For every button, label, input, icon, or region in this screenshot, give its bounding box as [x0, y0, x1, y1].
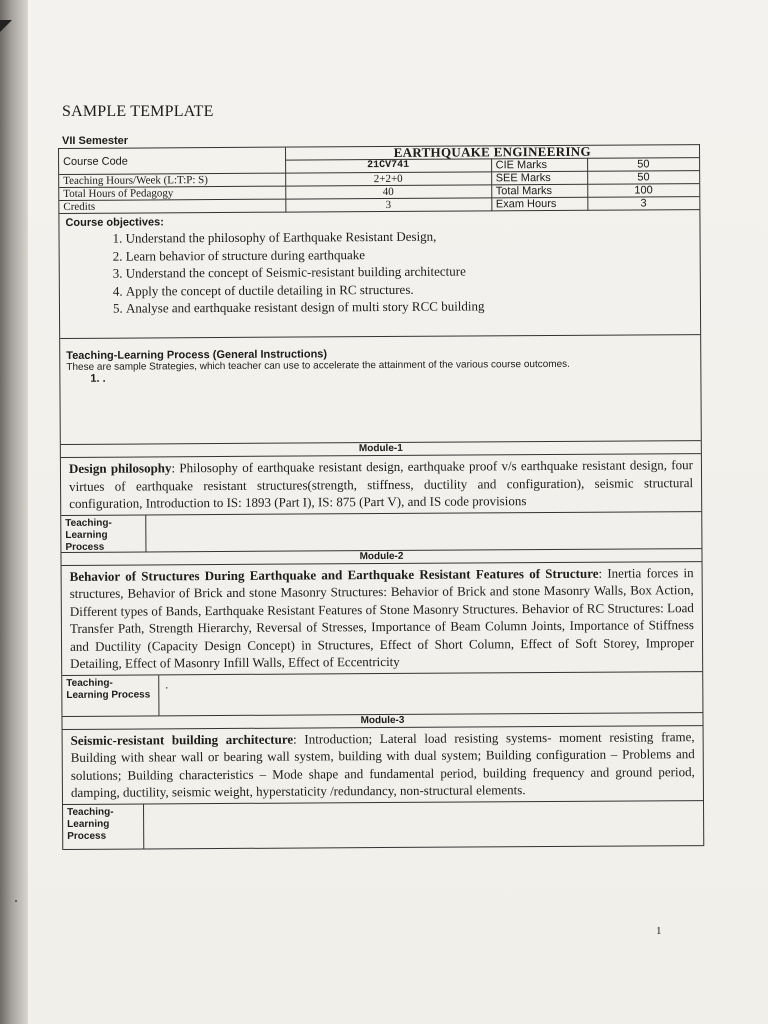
module-2-title: Behavior of Structures During Earthquake and Earthquake Resistant Features of Structure [69, 565, 599, 584]
teaching-hours-value: 2+2+0 [285, 172, 491, 186]
module-3-tl-label: Teaching-Learning Process [63, 804, 144, 848]
teaching-hours-label: Teaching Hours/Week (L:T:P: S) [59, 173, 285, 187]
module-2-tl-content: . [165, 676, 169, 691]
module-1-tl-content [146, 512, 701, 551]
document-page [28, 0, 768, 1024]
total-marks-label: Total Marks [491, 184, 587, 198]
course-code-value: 21CV741 [285, 159, 491, 173]
course-code-label: Course Code [59, 148, 285, 175]
module-3-content [63, 726, 703, 805]
module-2-text: : Inertia forces in structures, Behavior of Brick and stone Masonry Structures: Behavior of Brick and stone Masonry Walls, Box Action, Different types of Bands, Earthquake Resistant Features of Stone Masonry Structures. Behavior of RC Structures: Load Transfer Path, Strength Hierarchy, Reversal of Stresses, Importance of Beam Column Joints, Importance of Stiffness and Ductility (Capacity Design Concept) in Structures, Effect of Short Column, Effect of Soft Storey, Improper Detailing, Effect of Masonry Infill Walls, Effect of Eccentricity [69, 564, 695, 671]
module-1-tl-label: Teaching-Learning Process [61, 515, 146, 552]
objective-item: 5. Analyse and earthquake resistant design of multi story RCC building [126, 296, 694, 317]
module-2-teaching-learning [62, 672, 702, 717]
module-1-heading: Module-1 [61, 441, 701, 458]
page-speck [15, 900, 17, 902]
objective-item: 2. Learn behavior of structure during earthquake [126, 244, 694, 265]
objective-item: 1. Understand the philosophy of Earthquake Resistant Design, [125, 226, 693, 247]
exam-hours-label: Exam Hours [491, 197, 587, 211]
book-binding-shadow [0, 0, 28, 1024]
module-1-title: Design philosophy [68, 460, 172, 476]
cie-marks-value: 50 [587, 158, 699, 172]
cie-marks-label: CIE Marks [491, 158, 587, 172]
teaching-learning-section [60, 335, 701, 445]
credits-label: Credits [59, 199, 285, 213]
module-1-content [61, 454, 701, 515]
module-2-heading: Module-2 [61, 549, 701, 566]
tlp-note: These are sample Strategies, which teacher can use to accelerate the attainment of the various course outcomes. [66, 358, 570, 373]
tlp-heading: Teaching-Learning Process (General Instructions) [66, 348, 328, 362]
module-3-teaching-learning [63, 801, 703, 850]
credits-value: 3 [285, 198, 491, 212]
module-3-tl-content [144, 801, 703, 848]
document-title: SAMPLE TEMPLATE [62, 103, 214, 120]
module-2-content [62, 562, 703, 676]
objectives-list [66, 226, 695, 317]
semester-label: VII Semester [62, 135, 129, 147]
pedagogy-hours-label: Total Hours of Pedagogy [59, 186, 285, 200]
course-name: EARTHQUAKE ENGINEERING [285, 145, 699, 160]
course-info-table [59, 145, 699, 214]
page-corner-mark [0, 20, 12, 32]
see-marks-label: SEE Marks [491, 171, 587, 185]
module-2-tl-label: Teaching-Learning Process [62, 675, 159, 716]
course-objectives-section [59, 210, 700, 339]
objective-item: 4. Apply the concept of ductile detailing in RC structures. [126, 279, 694, 300]
tlp-item: 1. . [90, 372, 106, 385]
syllabus-frame [58, 144, 704, 849]
objective-item: 3. Understand the concept of Seismic-resistant building architecture [126, 261, 694, 282]
module-3-heading: Module-3 [62, 713, 702, 730]
page-number: 1 [656, 925, 662, 937]
see-marks-value: 50 [587, 171, 699, 185]
pedagogy-hours-value: 40 [285, 185, 491, 199]
module-1-teaching-learning [61, 512, 701, 553]
objectives-heading: Course objectives: [65, 216, 164, 229]
module-1-text: : Philosophy of earthquake resistant design, earthquake proof v/s earthquake resistant design, four virtues of earthquake resistant structures(strength, stiffness, ductility and configuration), seismic structural configuration, Introduction to IS: 1893 (Part I), IS: 875 (Part V), and IS code provisions [69, 457, 694, 511]
module-3-text: : Introduction; Lateral load resisting systems- moment resisting frame, Building with shear wall or bearing wall system, building with dual system; Building configuration – Problems and solutions; Building characteristics – Mode shape and fundamental period, building frequency and ground period, damping, ductility, seismic weight, hyperstaticity /redundancy, non-structural elements. [70, 728, 695, 800]
module-3-title: Seismic-resistant building architecture [70, 731, 294, 748]
exam-hours-value: 3 [587, 197, 699, 211]
total-marks-value: 100 [587, 184, 699, 198]
